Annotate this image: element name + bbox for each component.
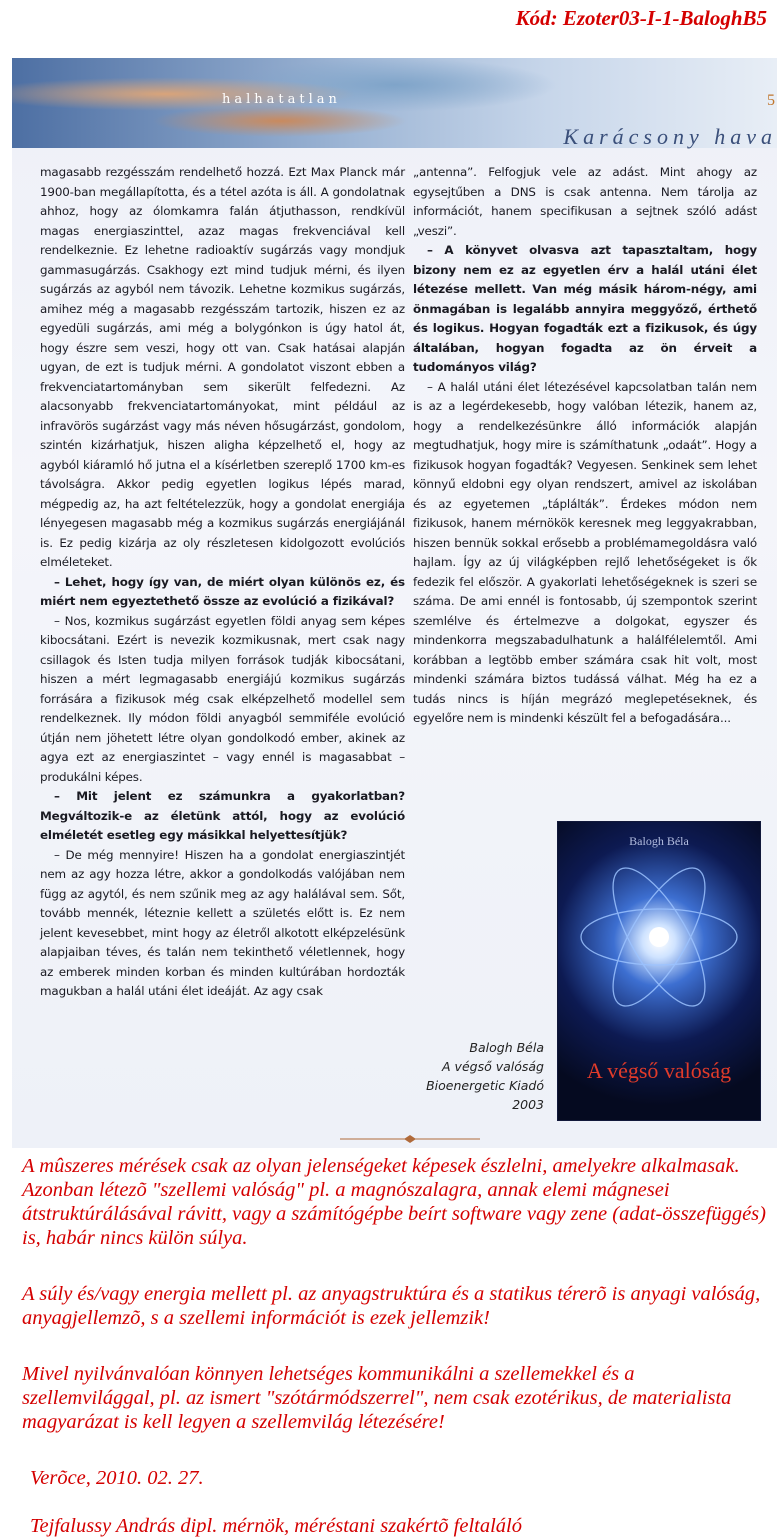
code-label: Kód: Ezoter03-I-1-BaloghB5 — [515, 6, 767, 30]
cover-title: A végső valóság — [586, 1058, 732, 1083]
caption-publisher: Bioenergetic Kiadó — [426, 1078, 544, 1093]
cover-author: Balogh Béla — [629, 834, 689, 848]
annotation-paragraph: A mûszeres mérések csak az olyan jelenségeket képesek észlelni, amelyekre alkalmasak. Azonban létezõ "szellemi valóság" pl. a magnószalagra, annak elemi mágnesei átstruktúrálásával rávitt, vagy a számítógépbe beírt software vagy zene (adat-összefüggés) is, habár nincs külön súlya. — [22, 1155, 766, 1249]
caption-year: 2003 — [512, 1097, 544, 1112]
paragraph: „antenna”. Felfogjuk vele az adást. Mint ahogy az egysejtűben a DNS is csak antenna. Nem tárolja az információt, hanem specifikusan a sejtnek szóló adást „veszi”. — [413, 165, 757, 238]
caption-author: Balogh Béla — [469, 1040, 544, 1055]
paragraph: magasabb rezgésszám rendelhető hozzá. Ezt Max Planck már 1900-ban megállapította, és a tétel azóta is áll. A gondolatnak ahhoz, hogy az ólomkamra falán átjuthasson, rendkívül magas energiaszinttel, azaz magas frekvenciával kell rendelkeznie. Ez lehetne radioaktív sugárzás vagy mondjuk gammasugárzás. Csakhogy ezt mind tudjuk mérni, és ilyen sugárzás az agyból nem távozik. Lehetne kozmikus sugárzás, amihez még a magasabb rezgésszám tartozik, hiszen ez az egyedüli sugárzás, ami még a bolygónkon is úgy hatol át, hogy észre sem veszi, hogy ott van. Csak hatásai alapján ugyan, de ezt is tudjuk mérni. A gondolatot viszont ebben a frekvenciatartományban sem sikerült felfedezni. Az alacsonyabb frekvenciatartományokat, mint például az infravörös sugárzást vagy más néven hősugárzást, gondolom, szintén kizárhatjuk, hiszen aligha képzelhető el, hogy az agyból kiáramló hő jutna el a kísérletben szereplő 1700 km-es távolságra. Akkor pedig egyetlen logikus lépés marad, mégpedig az, ha azt feltételezzük, hogy a gondolat energiája lényegesen magasabb még a kozmikus sugárzás energiájánál is. Ez pedig kizárja az oly részletesen kidolgozott evolúciós elméleteket. — [40, 165, 405, 569]
right-column — [413, 163, 757, 729]
annotation-date: Verõce, 2010. 02. 27. — [30, 1467, 204, 1489]
annotation-paragraph: Mivel nyilvánvalóan könnyen lehetséges kommunikálni a szellemekkel és a szellemvilággal, pl. az ismert "szótármódszerrel", nem csak ezotérikus, de materialista magyarázat is kell legyen a szellemvilág létezésére! — [22, 1363, 732, 1433]
paragraph: – Nos, kozmikus sugárzást egyetlen földi anyag sem képes kibocsátani. Ezért is nevezik kozmikusnak, mert csak nagy csillagok és Isten tudja milyen források tudják kibocsátani, hiszen a mért legmagasabb energiájú kozmikus sugárzás forrására a fizikusok még csak elképzelhető modellel sem rendelkeznek. Ily módon földi anyagból semmiféle evolúció útján nem jöhetett létre olyan gondolkodó ember, akinek az agya ezt az energiaszintet – vagy ennél is magasabbat – produkálni képes. — [40, 613, 405, 784]
magazine-page — [12, 58, 777, 1148]
book-cover-image — [558, 822, 760, 1120]
paragraph: – A halál utáni élet létezésével kapcsolatban talán nem is az a legérdekesebb, hogy valóban létezik, hanem az, hogy a rendelkezésünkre álló információk alapján megtudhatjuk, hogy mire is számíthatunk „odaát”. Hogy a fizikusok hogyan fogadták? Vegyesen. Senkinek sem lehet könnyű eldobni egy olyan rendszert, amivel az iskolában és az egyetemen „táplálták”. Érdekes módon nem fizikusok, hanem mérnökök keresnek meg leggyakrabban, hiszen bennük sokkal erősebb a problémamegoldásra való hajlam. Így az új világképben rejlő lehetőségeket is ők fedezik fel először. A gyakorlati lehetőségeknek is szeri se száma. De ami ennél is fontosabb, új szempontok szerint szemlélve és értelmezve a dolgokat, egyszer és mindenkorra megszabadulhatunk a halálfélelemtől. Ami korábban a legtöbb ember számára csak hit volt, most mindenki számára biztos tudássá válhat. Még ha ez a tudás nincs is híján megrázó meglepetéseknek, és egyelőre nem is mindenki készült fel a befogadására... — [413, 379, 757, 725]
ornament-divider — [340, 1135, 480, 1143]
magazine-brand: halhatatlan — [222, 92, 341, 107]
question-paragraph: – A könyvet olvasva azt tapasztaltam, hogy bizony nem ez az egyetlen érv a halál utáni élet létezése mellett. Van még másik három-négy, ami önmagában is legalább annyira meggyőző, érthető és logikus. Hogyan fogadták ezt a fizikusok, és úgy általában, hogyan fogadta az ön érveit a tudományos világ? — [413, 243, 757, 374]
question-paragraph: – Lehet, hogy így van, de miért olyan különös ez, és miért nem egyeztethető össze az evolúció a fizikával? — [40, 574, 405, 608]
annotation-paragraph: A súly és/vagy energia mellett pl. az anyagstruktúra és a statikus térerõ is anyagi valóság, anyagjellemzõ, s a szellemi információt is ezek jellemzik! — [22, 1283, 761, 1329]
issue-subtitle: Karácsony hava — [563, 124, 777, 149]
book-caption — [404, 1038, 544, 1114]
question-paragraph: – Mit jelent ez számunkra a gyakorlatban? Megváltozik-e az életünk attól, hogy az evolúció elméletét esetleg egy másikkal helyettesítjük? — [40, 789, 405, 842]
caption-title: A végső valóság — [442, 1059, 544, 1074]
paragraph: – De még mennyire! Hiszen ha a gondolat energiaszintjét nem az agy hozza létre, akkor a gondolkodás valójában nem függ az agytól, és nem szűnik meg az agy halálával sem. Sőt, tovább mennék, léteznie kellett a születés előtt is. Ez nem jelent kevesebbet, mint hogy az életről alkotott elképzelésünk alapjaiban téves, és talán nem tekinthető véletlennek, hogy az emberek minden korban és minden kultúrában hordozták magukban a halál utáni élet ideáját. Az agy csak — [40, 847, 405, 998]
left-column — [40, 163, 405, 1002]
page-number: 5 — [767, 92, 775, 109]
header-banner — [12, 58, 777, 148]
annotation-signature: Tejfalussy András dipl. mérnök, méréstani szakértõ feltaláló — [30, 1515, 522, 1537]
